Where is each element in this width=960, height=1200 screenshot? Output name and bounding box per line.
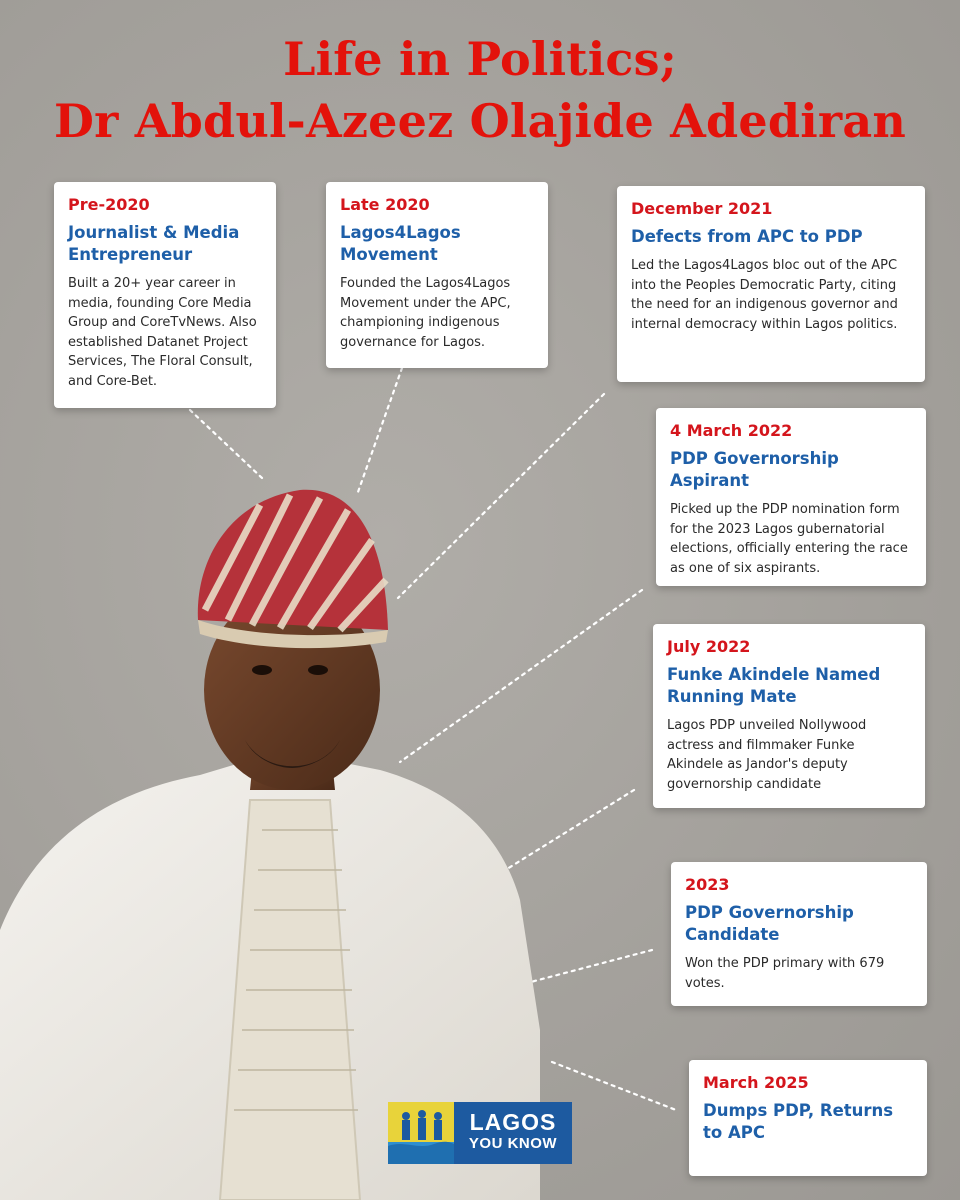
event-heading: Journalist & Media Entrepreneur — [68, 223, 240, 264]
event-date: Pre-2020 — [68, 195, 150, 214]
event-body: Lagos PDP unveiled Nollywood actress and filmmaker Funke Akindele as Jandor's deputy governorship candidate — [667, 718, 867, 792]
logo-wordmark — [454, 1111, 572, 1155]
event-card-march-2022 — [656, 408, 926, 586]
event-date: 4 March 2022 — [670, 421, 793, 440]
event-date: Late 2020 — [340, 195, 430, 214]
event-card-march-2025 — [689, 1060, 927, 1176]
event-date: 2023 — [685, 875, 730, 894]
event-card-pre-2020 — [54, 182, 276, 408]
event-heading: PDP Governorship Aspirant — [670, 449, 839, 490]
event-heading: PDP Governorship Candidate — [685, 903, 854, 944]
event-card-december-2021 — [617, 186, 925, 382]
event-card-late-2020 — [326, 182, 548, 368]
event-body: Built a 20+ year career in media, founding Core Media Group and CoreTvNews. Also established Datanet Project Services, The Floral Consult, and Core-Bet. — [68, 276, 257, 389]
event-heading: Dumps PDP, Returns to APC — [703, 1101, 894, 1142]
title-line-2: Dr Abdul-Azeez Olajide Adediran — [53, 94, 906, 148]
lagos-you-know-logo — [388, 1102, 572, 1164]
title-line-1: Life in Politics; — [283, 32, 677, 86]
event-date: March 2025 — [703, 1073, 809, 1092]
event-heading: Lagos4Lagos Movement — [340, 223, 461, 264]
event-body: Won the PDP primary with 679 votes. — [685, 956, 885, 991]
event-body: Picked up the PDP nomination form for the 2023 Lagos gubernatorial elections, officially entering the race as one of six aspirants. — [670, 502, 908, 576]
event-body: Led the Lagos4Lagos bloc out of the APC into the Peoples Democratic Party, citing the need for an indigenous governor and internal democracy within Lagos politics. — [631, 258, 898, 332]
event-date: July 2022 — [667, 637, 751, 656]
event-heading: Funke Akindele Named Running Mate — [667, 665, 881, 706]
event-body: Founded the Lagos4Lagos Movement under the APC, championing indigenous governance for Lagos. — [340, 276, 511, 350]
logo-emblem — [388, 1102, 454, 1164]
event-card-july-2022 — [653, 624, 925, 808]
event-heading: Defects from APC to PDP — [631, 227, 863, 246]
logo-line-2: YOU KNOW — [468, 1135, 558, 1152]
event-date: December 2021 — [631, 199, 773, 218]
connector-1 — [190, 410, 262, 478]
logo-line-1: LAGOS — [469, 1109, 557, 1135]
event-card-2023 — [671, 862, 927, 1006]
portrait-photo — [0, 470, 560, 1200]
